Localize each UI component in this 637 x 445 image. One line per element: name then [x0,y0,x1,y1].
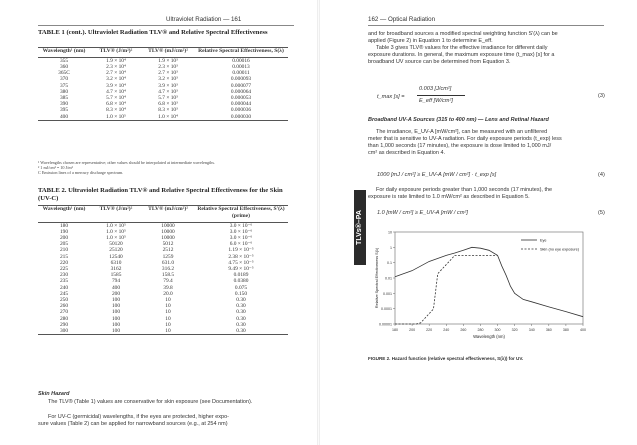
table1-cell-tlv-jm2: 6.8 × 10⁴ [106,101,126,108]
table2-cell-tlv-mjcm2: 10 [165,297,171,304]
table2-cell-tlv-mjcm2: 1259 [162,253,174,260]
x-tick-label: 360 [545,328,552,332]
table2-header-tlv-mjcm2: TLV® (mJ/cm²)² [142,206,194,223]
right-para3-line: exposure is rate limited to 1.0 mW/cm² as described in Equation 5. [368,194,530,200]
table2-header-wavelength: Wavelength¹ (nm) [38,206,90,223]
uva-subheading: Broadband UV-A Sources (315 to 400 nm) — Lens and Retinal Hazard [368,117,549,123]
right-para1-line: Table 3 gives TLV® values for the effective irradiance for different daily [376,45,548,51]
table1-cell-effectiveness: 0.00016 [232,57,250,64]
x-tick-label: 240 [443,328,450,332]
right-para2-line: cm² as described in Equation 4. [368,150,446,156]
x-tick-label: 180 [392,328,398,332]
legend-label: Skin (no eye exposure) [540,247,580,252]
section-side-tab [354,190,366,265]
table2 [38,205,288,335]
table1-cell-tlv-mjcm2: 1.0 × 10⁴ [142,114,194,121]
table1-footnotes [38,160,288,175]
table2-cell-tlv-jm2: 400 [111,284,121,291]
table1-cell-wavelength: 395 [59,107,69,114]
table2-cell-effectiveness: 0.30 [236,321,246,328]
table1-footnote-1: ¹ Wavelengths chosen are representative; other values should be interpolated at intermediate wavelengths. [38,160,216,165]
table2-cell-effectiveness: 9.49 × 10⁻⁵ [228,266,254,273]
right-para2 [368,129,608,157]
table2-cell-wavelength: 250 [59,297,69,304]
table1-cell-tlv-mjcm2: 8.3 × 10³ [158,107,178,114]
table1-cell-effectiveness: 0.000044 [230,101,252,108]
y-tick-label: 1 [390,245,392,250]
table2-cell-wavelength: 190 [59,228,69,235]
table1-cell-tlv-jm2: 2.3 × 10⁴ [106,64,126,70]
table2-cell-tlv-jm2: 1585 [110,272,122,279]
table2-cell-wavelength: 180 [59,222,69,229]
table2-cell-tlv-jm2: 12540 [109,253,123,260]
table1-cell-tlv-mjcm2: 6.8 × 10³ [158,101,178,108]
table1-cell-tlv-jm2: 1.0 × 10⁵ [90,114,142,121]
table2-cell-tlv-jm2: 100 [111,303,121,310]
table1-header-effectiveness: Relative Spectral Effectiveness, S(λ) [194,48,288,58]
eq4: 1000 [mJ / cm²] ≥ E_UV-A [mW / cm²] · t_exp [s] [377,172,497,178]
table1-cell-wavelength: 390 [59,101,69,108]
table1-title: TABLE 1 (cont.). Ultraviolet Radiation TLV® and Relative Spectral Effectiveness [38,29,268,36]
legend-label: Eye [540,238,547,243]
table2-cell-tlv-mjcm2: 10 [165,309,171,316]
right-para1-line: and for broadband sources a modified spectral weighting function S'(λ) can be [368,31,558,37]
table2-cell-effectiveness: 0.30 [236,297,246,304]
side-tab-label: TLVs®–PA [356,210,363,245]
eq3-fraction-bar [417,95,465,96]
table2-cell-effectiveness: 0.30 [236,315,246,322]
table2-cell-tlv-jm2: 100 [90,328,142,335]
skin-hazard-para1: The TLV® (Table 1) values are conservative for skin exposure (see Documentation). [48,399,253,405]
table1-cell-tlv-jm2: 3.2 × 10⁴ [106,76,126,83]
right-header-rule [368,25,604,26]
table2-cell-effectiveness: 0.150 [234,290,248,297]
table2-cell-tlv-jm2: 200 [111,290,121,297]
table2-cell-effectiveness: 0.075 [234,284,248,291]
table2-cell-tlv-jm2: 1.0 × 10⁵ [106,222,126,229]
table1-cell-tlv-jm2: 1.9 × 10⁴ [106,57,126,64]
right-para2-line: The irradiance, E_UV-A [mW/cm²], can be measured with an unfiltered [376,129,548,135]
y-tick-label: 10 [388,230,392,235]
x-tick-label: 200 [409,328,416,332]
table2-header-effectiveness: Relative Spectral Effectiveness, S'(λ) (prime) [194,206,288,223]
table2-cell-tlv-mjcm2: 631.0 [161,259,175,266]
skin-series-line [395,255,498,324]
table1-cell-effectiveness: 0.00011 [232,70,250,77]
table2-cell-wavelength: 290 [59,321,69,328]
table1-cell-wavelength: 385 [59,95,69,102]
table1-cell-tlv-mjcm2: 1.9 × 10³ [158,57,178,64]
table1-footnote-3: C Emission lines of a mercury discharge spectrum. [38,170,124,175]
x-tick-label: 340 [528,328,535,332]
table1-cell-effectiveness: 0.000030 [194,114,288,121]
table2-header-tlv-jm2: TLV® (J/m²)² [90,206,142,223]
table2-cell-tlv-mjcm2: 5012 [162,241,174,248]
table1-cell-effectiveness: 0.000093 [230,76,252,83]
table1-cell-wavelength: 365C [58,70,70,77]
table2-cell-effectiveness: 4.75 × 10⁻⁵ [228,259,254,266]
table2-cell-tlv-mjcm2: 10000 [161,235,175,241]
right-para1 [368,31,608,66]
right-para2-line: meter that is sensitive to UV-A radiation. For daily exposure periods (t_exp) less [368,136,562,142]
right-page-header: 162 — Optical Radiation [368,16,436,23]
table2-cell-tlv-jm2: 100 [111,315,121,322]
eq3-denominator: E_eff [W/cm²] [419,98,453,104]
left-page [0,0,318,445]
table1-cell-tlv-jm2: 3.9 × 10⁴ [106,82,126,89]
table1-cell-wavelength: 375 [59,82,69,89]
table1-header-row [38,48,288,58]
table1-row [38,114,288,121]
table2-cell-tlv-mjcm2: 39.8 [163,284,173,291]
table1-header-tlv-mjcm2: TLV® (mJ/cm²)² [142,48,194,58]
eq5: 1.0 [mW / cm²] ≥ E_UV-A [mW / cm²] [377,210,468,216]
table2-cell-wavelength: 210 [59,247,69,254]
eq3-number: (3) [598,93,605,99]
y-tick-label: 0.01 [385,276,392,281]
skin-hazard-heading: Skin Hazard [38,391,70,397]
table2-cell-effectiveness: 0.0189 [233,272,249,279]
table2-cell-tlv-mjcm2: 10 [165,315,171,322]
y-tick-label: 0.1 [387,261,392,266]
eq3-numerator: 0.003 [J/cm²] [419,86,452,92]
table2-cell-tlv-mjcm2: 10000 [161,222,175,229]
table1-footnote-2: ² 1 mJ/cm² = 10 J/m² [38,165,73,170]
table2-cell-wavelength: 220 [59,259,69,266]
right-para3-line: For daily exposure periods greater than 1,000 seconds (17 minutes), the [376,187,553,193]
table2-cell-tlv-jm2: 6310 [110,259,122,266]
table1-cell-effectiveness: 0.000053 [230,95,252,102]
table2-cell-effectiveness: 0.30 [236,303,246,310]
x-tick-label: 280 [477,328,484,332]
right-para1-line: applied (Figure 2) in Equation 1 to determine E_eff. [368,38,493,44]
table1-cell-tlv-jm2: 8.3 × 10⁴ [106,107,126,114]
table2-cell-tlv-mjcm2: 10 [165,321,171,328]
table2-cell-wavelength: 300 [38,328,90,335]
table1-cell-tlv-jm2: 4.7 × 10⁴ [106,88,126,95]
right-para1-line: exposure durations. In general, the maximum exposure time (t_max) [s] for a [368,52,555,58]
eq3-lhs: t_max [s] = [377,94,405,100]
table1-body [38,57,288,120]
figure2-caption [368,356,523,361]
table1-cell-tlv-mjcm2: 2.7 × 10³ [158,70,178,77]
table2-cell-wavelength: 270 [59,309,69,316]
table2-cell-tlv-jm2: 1.0 × 10⁵ [106,235,126,241]
right-page [319,0,637,445]
y-tick-label: 0.00001 [379,322,392,327]
table2-cell-effectiveness: 0.30 [236,309,246,316]
figure2-chart [371,226,603,348]
table2-cell-tlv-mjcm2: 10 [142,328,194,335]
table2-cell-effectiveness: 6.0 × 10⁻⁶ [229,241,253,248]
table1-cell-wavelength: 355 [59,57,69,64]
table1-cell-effectiveness: 0.000077 [230,82,252,89]
table1-cell-wavelength: 400 [38,114,90,121]
table2-cell-wavelength: 225 [59,266,69,273]
table2-cell-wavelength: 240 [59,284,69,291]
eye-series-line [395,247,583,316]
table1-cell-wavelength: 370 [59,76,69,83]
table2-cell-tlv-mjcm2: 10000 [161,228,175,235]
x-tick-label: 320 [511,328,518,332]
chart-plot-frame [395,232,583,324]
table2-cell-tlv-mjcm2: 10 [165,303,171,310]
table1-cell-tlv-mjcm2: 5.7 × 10³ [158,95,178,102]
table2-cell-tlv-mjcm2: 20.0 [163,290,173,297]
table2-cell-tlv-jm2: 100 [111,309,121,316]
skin-hazard-para2-line1: For UV-C (germicidal) wavelengths, if the eyes are protected, higher expo- [48,414,229,420]
table2-cell-tlv-jm2: 50120 [109,241,123,248]
table1-cell-tlv-mjcm2: 4.7 × 10³ [158,88,178,95]
table1 [38,47,288,121]
left-page-header: Ultraviolet Radiation — 161 [166,16,242,23]
table2-cell-tlv-mjcm2: 316.2 [161,266,175,273]
y-tick-label: 0.0001 [381,307,392,312]
x-axis-label: Wavelength (nm) [473,334,505,339]
x-tick-label: 300 [494,328,501,332]
y-axis-label: Relative Spectral Effectiveness S(λ) [375,247,379,309]
table2-cell-effectiveness: 3.0 × 10⁻⁶ [229,235,253,241]
figure2-caption-text: FIGURE 2. Hazard function (relative spectral effectiveness, S(λ)) for UV. [368,356,524,361]
table1-header-wavelength: Wavelength¹ (nm) [38,48,90,58]
table2-cell-tlv-jm2: 794 [111,278,121,285]
table2-cell-tlv-mjcm2: 79.4 [163,278,173,285]
left-header-rule [38,25,294,26]
table2-cell-wavelength: 215 [59,253,69,260]
table2-cell-wavelength: 260 [59,303,69,310]
table2-cell-effectiveness: 3.0 × 10⁻⁶ [229,228,253,235]
table1-cell-tlv-jm2: 2.7 × 10⁴ [106,70,126,77]
eq4-number: (4) [598,172,605,178]
table2-cell-effectiveness: 3.0 × 10⁻⁶ [229,222,253,229]
table2-cell-wavelength: 205 [59,241,69,248]
table1-cell-effectiveness: 0.000036 [230,107,252,114]
table2-cell-tlv-jm2: 100 [111,297,121,304]
table2-cell-tlv-mjcm2: 158.5 [161,272,175,279]
table1-cell-effectiveness: 0.000064 [230,88,252,95]
skin-hazard-para2-line2: sure values (Table 2) can be applied for narrowband sources (e.g., at 254 nm) [38,421,228,427]
table2-cell-effectiveness: 1.19 × 10⁻⁵ [228,247,254,254]
right-para3 [368,187,608,201]
table2-cell-tlv-jm2: 3162 [110,266,122,273]
table2-body [38,222,288,335]
y-tick-label: 0.001 [383,291,392,296]
table2-header-row [38,206,288,223]
table2-cell-effectiveness: 0.30 [194,328,288,335]
x-tick-label: 260 [460,328,467,332]
table2-cell-tlv-jm2: 25120 [109,247,123,254]
table2-cell-tlv-jm2: 1.0 × 10⁵ [106,228,126,235]
table1-cell-tlv-mjcm2: 2.3 × 10³ [158,64,178,70]
table2-cell-tlv-jm2: 100 [111,321,121,328]
x-tick-label: 220 [426,328,433,332]
eq5-number: (5) [598,210,605,216]
table2-cell-tlv-mjcm2: 2512 [162,247,174,254]
x-tick-label: 400 [580,328,586,332]
table2-row [38,222,288,229]
table2-cell-wavelength: 230 [59,272,69,279]
table1-cell-tlv-mjcm2: 3.2 × 10³ [158,76,178,83]
table2-cell-effectiveness: 2.38 × 10⁻⁵ [228,253,254,260]
table2-cell-wavelength: 245 [59,290,69,297]
table1-cell-wavelength: 380 [59,88,69,95]
right-para1-line: broadband UV source can be determined from Equation 3. [368,59,511,65]
table1-cell-effectiveness: 0.00013 [232,64,250,70]
table2-cell-effectiveness: 0.0380 [233,278,249,285]
table1-cell-wavelength: 360 [59,64,69,70]
table2-title: TABLE 2. Ultraviolet Radiation TLV® and Relative Spectral Effectiveness for the Skin (UV-C) [38,187,283,202]
table2-cell-wavelength: 280 [59,315,69,322]
right-para2-line: than 1,000 seconds (17 minutes), the exposure is dose limited to 1,000 mJ/ [368,143,552,149]
table1-header-tlv-jm2: TLV® (J/m²)² [90,48,142,58]
x-tick-label: 380 [562,328,569,332]
table2-row [38,328,288,335]
table2-cell-wavelength: 200 [59,235,69,241]
table2-cell-wavelength: 235 [59,278,69,285]
table1-cell-tlv-mjcm2: 3.9 × 10³ [158,82,178,89]
table1-row [38,57,288,64]
table1-cell-tlv-jm2: 5.7 × 10⁴ [106,95,126,102]
